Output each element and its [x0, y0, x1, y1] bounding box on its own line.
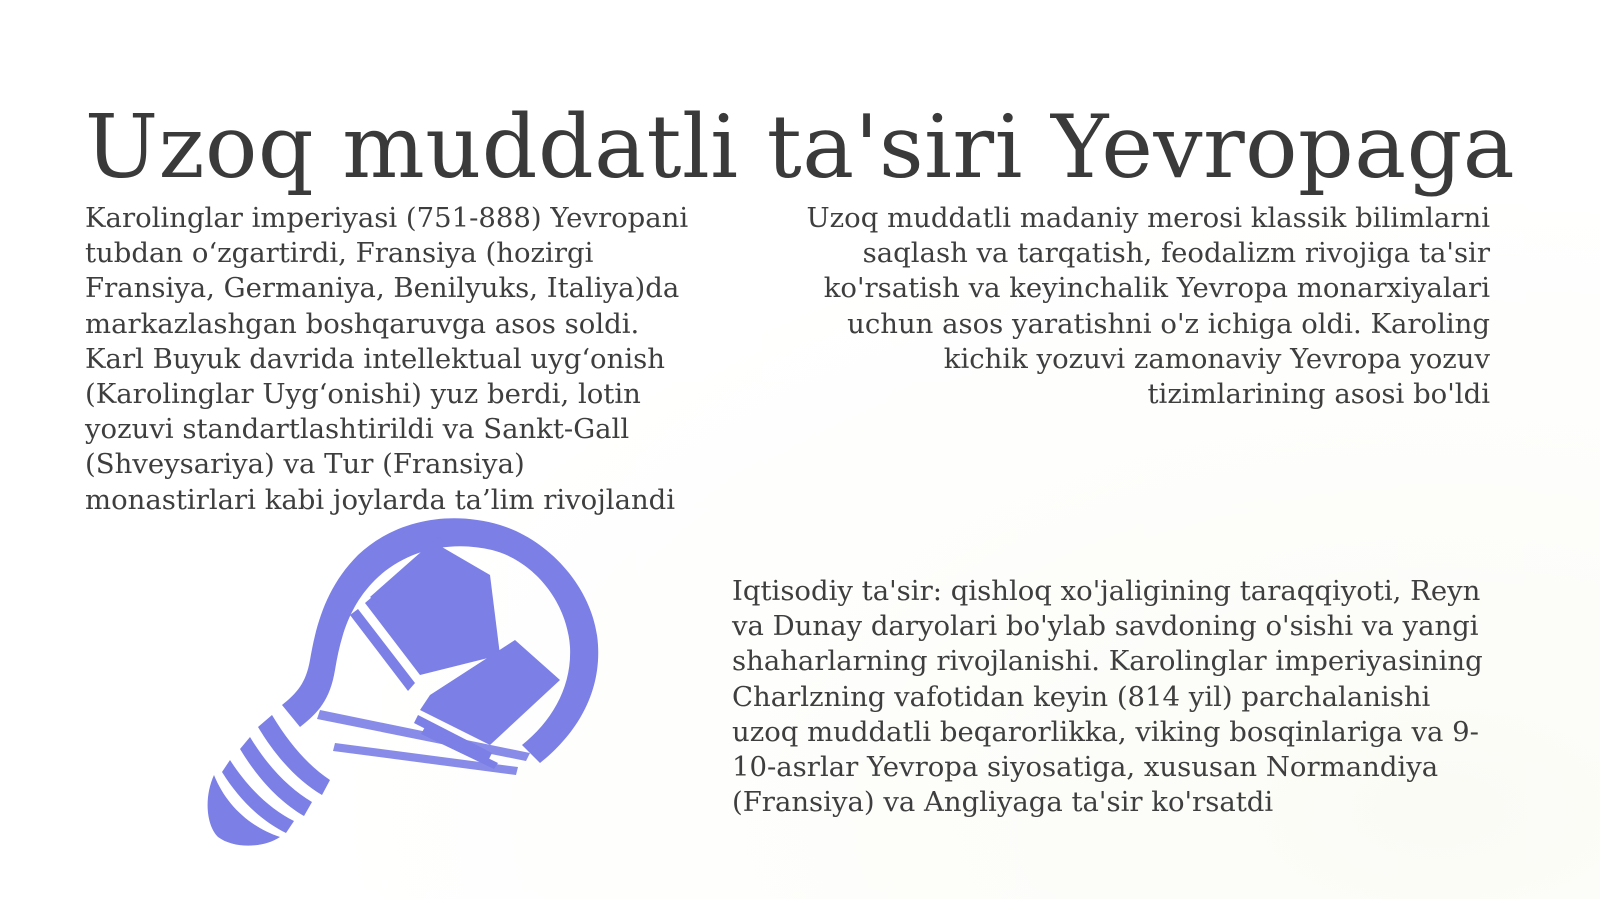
lightbulb-with-book-icon [200, 505, 620, 850]
bottom-paragraph: Iqtisodiy ta'sir: qishloq xo'jaligining taraqqiyoti, Reyn va Dunay daryolari bo'ylab savdoning o'sishi va yangi shaharlarning rivojlanishi. Karolinglar imperiyasining Charlzning vafotidan keyin (814 yil) parchalanishi uzoq muddatli beqarorlikka, viking bosqinlariga va 9-10-asrlar Yevropa siyosatiga, xususan Normandiya (Fransiya) va Angliyaga ta'sir ko'rsatdi [732, 575, 1483, 819]
left-paragraph: Karolinglar imperiyasi (751-888) Yevropani tubdan o‘zgartirdi, Fransiya (hozirgi Fransiya, Germaniya, Benilyuks, Italiya)da markazlashgan boshqaruvga asos soldi. Karl Buyuk davrida intellektual uyg‘onish (Karolinglar Uyg‘onishi) yuz berdi, lotin yozuvi standartlashtirildi va Sankt-Gall (Shveysariya) va Tur (Fransiya) monastirlari kabi joylarda ta’lim rivojlandi [85, 202, 689, 516]
slide-title: Uzoq muddatli ta'siri Yevropaga [84, 96, 1516, 199]
right-paragraph: Uzoq muddatli madaniy merosi klassik bilimlarni saqlash va tarqatish, feodalizm rivojiga ta'sir ko'rsatish va keyinchalik Yevropa monarxiyalari uchun asos yaratishni o'z ichiga oldi. Karoling kichik yozuvi zamonaviy Yevropa yozuv tizimlarining asosi bo'ldi [806, 202, 1490, 411]
